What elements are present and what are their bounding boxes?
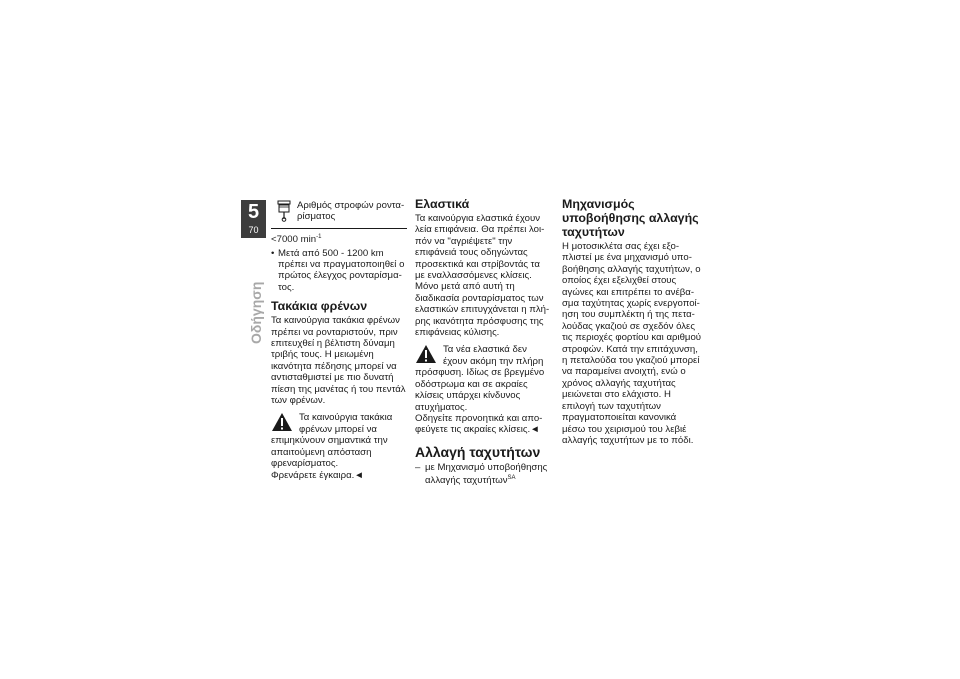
column-1 (271, 197, 407, 481)
section-heading-gear-shift: Αλλαγή ταχυτήτων (415, 443, 541, 460)
warning-triangle-icon (415, 344, 437, 364)
spec-label: Αριθμός στροφών ροντα-ρίσματος (297, 200, 405, 223)
warning-action-tyres: Οδηγείτε προνοητικά και αποφεύγετε τις ακραίες κλίσεις.◄ (415, 412, 543, 436)
section-heading-brake-pads: Τακάκια φρένων (271, 299, 368, 314)
dash-item (415, 462, 552, 487)
chapter-tab (241, 200, 266, 238)
chapter-side-label: Οδήγηση (248, 281, 264, 344)
chapter-number: 5 (247, 201, 260, 223)
tyres-body: Τα καινούργια ελαστικά έχουν λεία επιφάνεια. Θα πρέπει λοιπόν να "αγριέψετε" την επιφάνειά τους οδηγώντας προσεκτικά και στρίβοντάς τα με εναλλασσόμενες κλίσεις. Μόνο μετά από αυτή τη διαδικασία ρονταρίσματος των ελαστικών επιτυγχάνεται η πλήρης ικανότητα πρόσφυσης της επιφάνειας κύλισης. (415, 213, 550, 339)
bullet-text: Μετά από 500 - 1200 km πρέπει να πραγματοποιηθεί ο πρώτος έλεγχος ρονταρίσματος. (278, 247, 405, 293)
spec-unit-exponent: -1 (316, 234, 322, 240)
dash-text: με Μηχανισμό υποβοήθησης αλλαγής ταχυτήτων (425, 461, 548, 487)
warning-block-tyres (415, 344, 552, 435)
section-heading-tyres: Ελαστικά (415, 197, 470, 211)
spec-value (271, 232, 407, 246)
warning-text-tyres: Τα νέα ελαστικά δεν έχουν ακόμη την πλήρη πρόσφυση. Ιδίως σε βρεγμένο οδόστρωμα και σε ακραίες κλίσεις υπάρχει κίνδυνος ατυχήματος. (415, 344, 545, 413)
bullet-item (271, 248, 407, 294)
warning-triangle-icon (271, 412, 293, 432)
spec-box (271, 197, 407, 229)
column-2 (415, 197, 552, 487)
brake-pads-body: Τα καινούργια τακάκια φρένων πρέπει να ρονταριστούν, πριν επιτευχθεί η βέλτιστη δύναμη τριβής τους. Η μειωμένη ικανότητα πέδησης μπορεί να αντισταθμιστεί με πιο δυνατή πίεση της μανέτας ή του πεντάλ των φρένων. (271, 315, 406, 407)
warning-block-brake-pads (271, 412, 407, 480)
section-heading-shift-assistant: Μηχανισμός υποβοήθησης αλλαγής ταχυτήτων (562, 197, 699, 239)
dash-sup: SA (507, 475, 516, 482)
warning-action-brake-pads: Φρενάρετε έγκαιρα.◄ (271, 469, 364, 481)
spec-value-text: <7000 min (271, 234, 317, 246)
shift-assistant-body: Η μοτοσικλέτα σας έχει εξοπλιστεί με ένα μηχανισμό υποβοήθησης αλλαγής ταχυτήτων, ο οποίος έχει εξελιχθεί στους αγώνες και επιτρέπει το ανέβασμα ταχύτητας χωρίς ενεργοποίηση του συμπλέκτη ή της πεταλούδας γκαζιού σε σχεδόν όλες τις περιοχές φορτίου και αριθμού στροφών. Κατά την επιτάχυνση, η πεταλούδα του γκαζιού μπορεί να παραμείνει ανοιχτή, ενώ ο χρόνος αλλαγής ταχυτήτας μειώνεται στο ελάχιστο. Η επιλογή των ταχυτήτων πραγματοποιείται κανονικά μέσω του χειρισμού του λεβιέ αλλαγής ταχυτήτων με το πόδι. (562, 241, 702, 446)
dash-mark: – (415, 461, 421, 473)
page-number: 70 (248, 225, 259, 235)
column-3 (562, 197, 702, 446)
bullet-mark: • (271, 247, 275, 259)
warning-text-brake-pads: Τα καινούργια τακάκια φρένων μπορεί να επιμηκύνουν σημαντικά την απαιτούμενη απόσταση φρεναρίσματος. (271, 412, 393, 470)
engine-piston-icon (277, 200, 291, 225)
dash-text-wrap (425, 462, 552, 487)
